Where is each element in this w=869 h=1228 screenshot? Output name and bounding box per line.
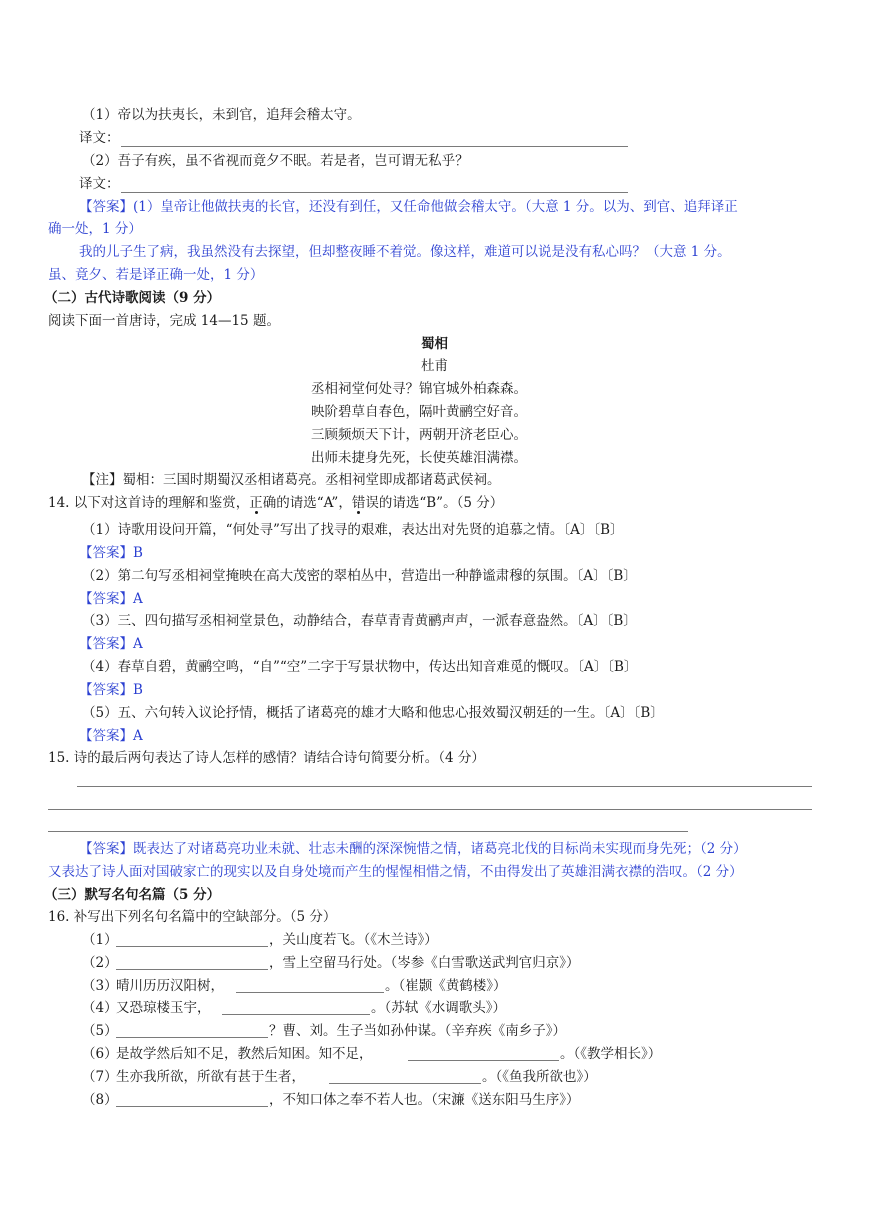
poem-title: 蜀相 xyxy=(421,336,448,352)
dictation-text: 又恐琼楼玉宇， xyxy=(116,1000,211,1016)
q15-answer-blank[interactable] xyxy=(48,809,812,810)
poem-line: 丞相祠堂何处寻？锦官城外柏森森。 xyxy=(311,381,527,397)
poem-line: 三顾频烦天下计，两朝开济老臣心。 xyxy=(311,427,527,443)
question-16-stem: 16. 补写出下列名句名篇中的空缺部分。（5 分） xyxy=(48,909,337,925)
dictation-text: 。（苏轼《水调歌头》） xyxy=(371,1000,506,1016)
translation-blank-1[interactable] xyxy=(121,146,628,147)
translation-answer-line-3: 我的儿子生了病，我虽然没有去探望，但却整夜睡不着觉。像这样，难道可以说是没有私心吗？（大意 1 分。 xyxy=(79,244,731,260)
q14-item[interactable]: （5）五、六句转入议论抒情，概括了诸葛亮的雄才大略和他忠心报效蜀汉朝廷的一生。〔A〕〔B〕 xyxy=(82,705,664,721)
emphasis-dot-correct: 正 xyxy=(249,495,263,511)
dictation-text: 。（崔颢《黄鹤楼》） xyxy=(385,978,507,994)
q14-answer: 【答案】B xyxy=(79,682,143,698)
q14-answer: 【答案】A xyxy=(79,636,143,652)
translation-answer-line-4: 虽、竟夕、若是译正确一处，1 分） xyxy=(48,267,264,283)
q14-item[interactable]: （2）第二句写丞相祠堂掩映在高大茂密的翠柏丛中，营造出一种静谧肃穆的氛围。〔A〕〔B〕 xyxy=(82,568,637,584)
translation-answer-line-2: 确一处，1 分） xyxy=(48,221,142,237)
poem-line: 出师未捷身先死，长使英雄泪满襟。 xyxy=(311,450,527,466)
dictation-number: （5） xyxy=(82,1023,118,1039)
poetry-intro: 阅读下面一首唐诗，完成 14—15 题。 xyxy=(48,313,280,329)
emphasis-dot-wrong: 错 xyxy=(351,495,366,511)
dictation-blank[interactable] xyxy=(236,992,384,993)
dictation-number: （7） xyxy=(82,1069,118,1085)
dictation-text: ？曹、刘。生子当如孙仲谋。（辛弃疾《南乡子》） xyxy=(269,1023,566,1039)
dictation-blank[interactable] xyxy=(116,969,268,970)
poem-note: 【注】蜀相：三国时期蜀汉丞相诸葛亮。丞相祠堂即成都诸葛武侯祠。 xyxy=(82,472,501,488)
dictation-text: ，关山度若飞。（《木兰诗》） xyxy=(269,932,438,948)
dictation-number: （6） xyxy=(82,1046,118,1062)
translation-question-1: （1）帝以为扶夷长，未到官，追拜会稽太守。 xyxy=(82,107,361,123)
q14-answer: 【答案】A xyxy=(79,728,143,744)
dictation-blank[interactable] xyxy=(116,1037,268,1038)
q14-item[interactable]: （1）诗歌用设问开篇，“何处寻”写出了找寻的艰难，表达出对先贤的追慕之情。〔A〕〔B〕 xyxy=(82,522,624,538)
dictation-section-title: （三）默写名句名篇（5 分） xyxy=(44,887,221,903)
q15-answer-blank[interactable] xyxy=(48,831,688,832)
dictation-number: （1） xyxy=(82,932,118,948)
dictation-blank[interactable] xyxy=(116,1106,268,1107)
dictation-number: （4） xyxy=(82,1000,118,1016)
dictation-text: 。（《教学相长》） xyxy=(560,1046,662,1062)
dictation-text: 晴川历历汉阳树， xyxy=(116,978,224,994)
translation-question-2: （2）吾子有疾，虽不省视而竟夕不眠。若是者，岂可谓无私乎？ xyxy=(82,153,469,169)
poem-line: 映阶碧草自春色，隔叶黄鹂空好音。 xyxy=(311,404,527,420)
dictation-blank[interactable] xyxy=(222,1014,370,1015)
q14-item[interactable]: （4）春草自碧，黄鹂空鸣，“自”“空”二字于写景状物中，传达出知音难觅的慨叹。〔A〕〔B〕 xyxy=(82,659,638,675)
translation-label-2: 译文： xyxy=(79,176,120,192)
dictation-blank[interactable] xyxy=(408,1060,559,1061)
q14-item[interactable]: （3）三、四句描写丞相祠堂景色，动静结合，春草青青黄鹂声声，一派春意盎然。〔A〕〔B〕 xyxy=(82,613,637,629)
poem-author: 杜甫 xyxy=(421,358,448,374)
dictation-blank[interactable] xyxy=(329,1083,481,1084)
dictation-text: ，雪上空留马行处。（岑参《白雪歌送武判官归京》） xyxy=(269,955,580,971)
q14-answer: 【答案】B xyxy=(79,545,143,561)
dictation-number: （2） xyxy=(82,955,118,971)
dictation-number: （8） xyxy=(82,1092,118,1108)
dictation-text: 是故学然后知不足，教然后知困。知不足， xyxy=(116,1046,373,1062)
question-14-stem: 14. 以下对这首诗的理解和鉴赏，正确的请选“A”，错误的请选“B”。（5 分） xyxy=(48,495,504,511)
q15-answer-line-2: 又表达了诗人面对国破家亡的现实以及自身处境而产生的惺惺相惜之情，不由得发出了英雄泪满衣襟的浩叹。（2 分） xyxy=(48,864,743,880)
q15-answer-line-1: 【答案】既表达了对诸葛亮功业未就、壮志未酬的深深惋惜之情，诸葛亮北伐的目标尚未实现而身先死；（2 分） xyxy=(79,841,747,857)
dictation-text: ，不知口体之奉不若人也。（宋濂《送东阳马生序》） xyxy=(269,1092,580,1108)
q14-answer: 【答案】A xyxy=(79,591,143,607)
dictation-number: （3） xyxy=(82,978,118,994)
q15-answer-blank[interactable] xyxy=(77,786,812,787)
poetry-section-title: （二）古代诗歌阅读（9 分） xyxy=(44,290,221,306)
translation-blank-2[interactable] xyxy=(121,192,628,193)
question-15-stem: 15. 诗的最后两句表达了诗人怎样的感情？请结合诗句简要分析。（4 分） xyxy=(48,750,485,766)
translation-label-1: 译文： xyxy=(79,130,120,146)
dictation-text: 。（《鱼我所欲也》） xyxy=(482,1069,597,1085)
dictation-text: 生亦我所欲，所欲有甚于生者， xyxy=(116,1069,305,1085)
dictation-blank[interactable] xyxy=(116,946,268,947)
translation-answer-line-1: 【答案】(1）皇帝让他做扶夷的长官，还没有到任，又任命他做会稽太守。（大意 1 分。以为、到官、追拜译正 xyxy=(79,199,738,215)
